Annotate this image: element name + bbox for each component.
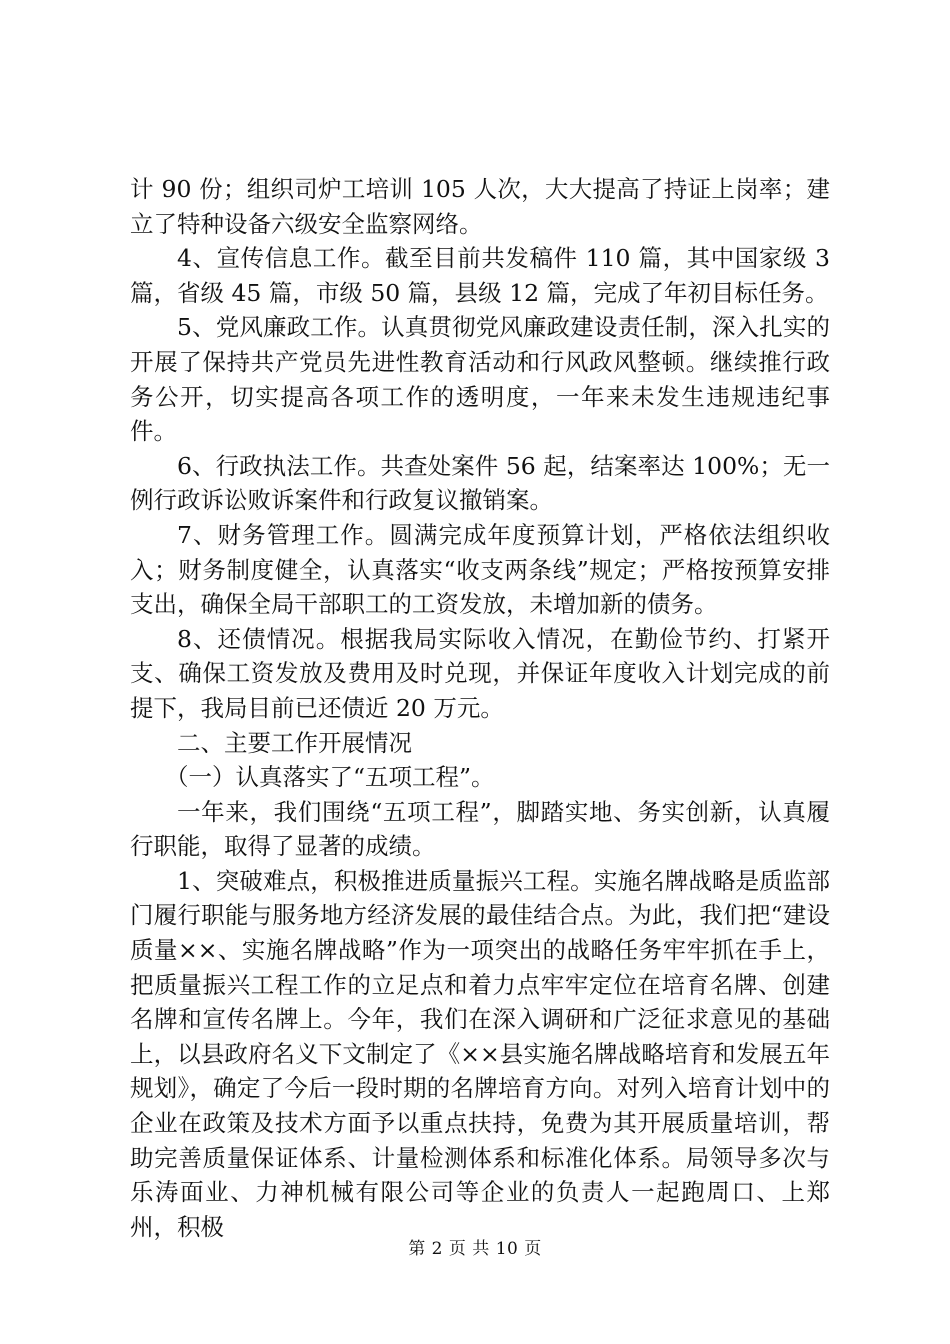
paragraph-integrity-work: 5、党风廉政工作。认真贯彻党风廉政建设责任制，深入扎实的开展了保持共产党员先进性教育活动和行风政风整顿。继续推行政务公开，切实提高各项工作的透明度，一年来未发生违规违纪事件。 <box>130 313 830 446</box>
subsection-heading: （一）认真落实了“五项工程”。 <box>165 763 495 792</box>
paragraph-law-enforcement: 6、行政执法工作。共查处案件 56 起，结案率达 100%；无一例行政诉讼败诉案件和行政复议撤销案。 <box>130 451 830 515</box>
section-heading: 二、主要工作开展情况 <box>177 728 412 757</box>
page-footer: 第 2 页 共 10 页 <box>408 1239 542 1259</box>
paragraph-intro: 一年来，我们围绕“五项工程”，脚踏实地、务实创新，认真履行职能，取得了显著的成绩。 <box>130 797 830 861</box>
paragraph-publicity-work: 4、宣传信息工作。截至目前共发稿件 110 篇，其中国家级 3 篇，省级 45 篇，市级 50 篇，县级 12 篇，完成了年初目标任务。 <box>130 244 838 307</box>
paragraph-continuation: 计 90 份；组织司炉工培训 105 人次，大大提高了持证上岗率；建立了特种设备六级安全监察网络。 <box>130 175 830 238</box>
paragraph-debt-repayment: 8、还债情况。根据我局实际收入情况，在勤俭节约、打紧开支、确保工资发放及费用及时兑现，并保证年度收入计划完成的前提下，我局目前已还债近 20 万元。 <box>130 624 830 722</box>
paragraph-quality-project: 1、突破难点，积极推进质量振兴工程。实施名牌战略是质监部门履行职能与服务地方经济发展的最佳结合点。为此，我们把“建设质量××、实施名牌战略”作为一项突出的战略任务牢牢抓在手上，把质量振兴工程工作的立足点和着力点牢牢定位在培育名牌、创建名牌和宣传名牌上。今年，我们在深入调研和广泛征求意见的基础上，以县政府名义下文制定了《××县实施名牌战略培育和发展五年规划》，确定了今后一段时期的名牌培育方向。对列入培育计划中的企业在政策及技术方面予以重点扶持，免费为其开展质量培训，帮助完善质量保证体系、计量检测体系和标准化体系。局领导多次与乐涛面业、力神机械有限公司等企业的负责人一起跑周口、上郑州，积极 <box>130 866 830 1241</box>
document-body <box>130 172 838 1244</box>
paragraph-finance-management: 7、财务管理工作。圆满完成年度预算计划，严格依法组织收入；财务制度健全，认真落实“收支两条线”规定；严格按预算安排支出，确保全局干部职工的工资发放，未增加新的债务。 <box>130 520 830 619</box>
